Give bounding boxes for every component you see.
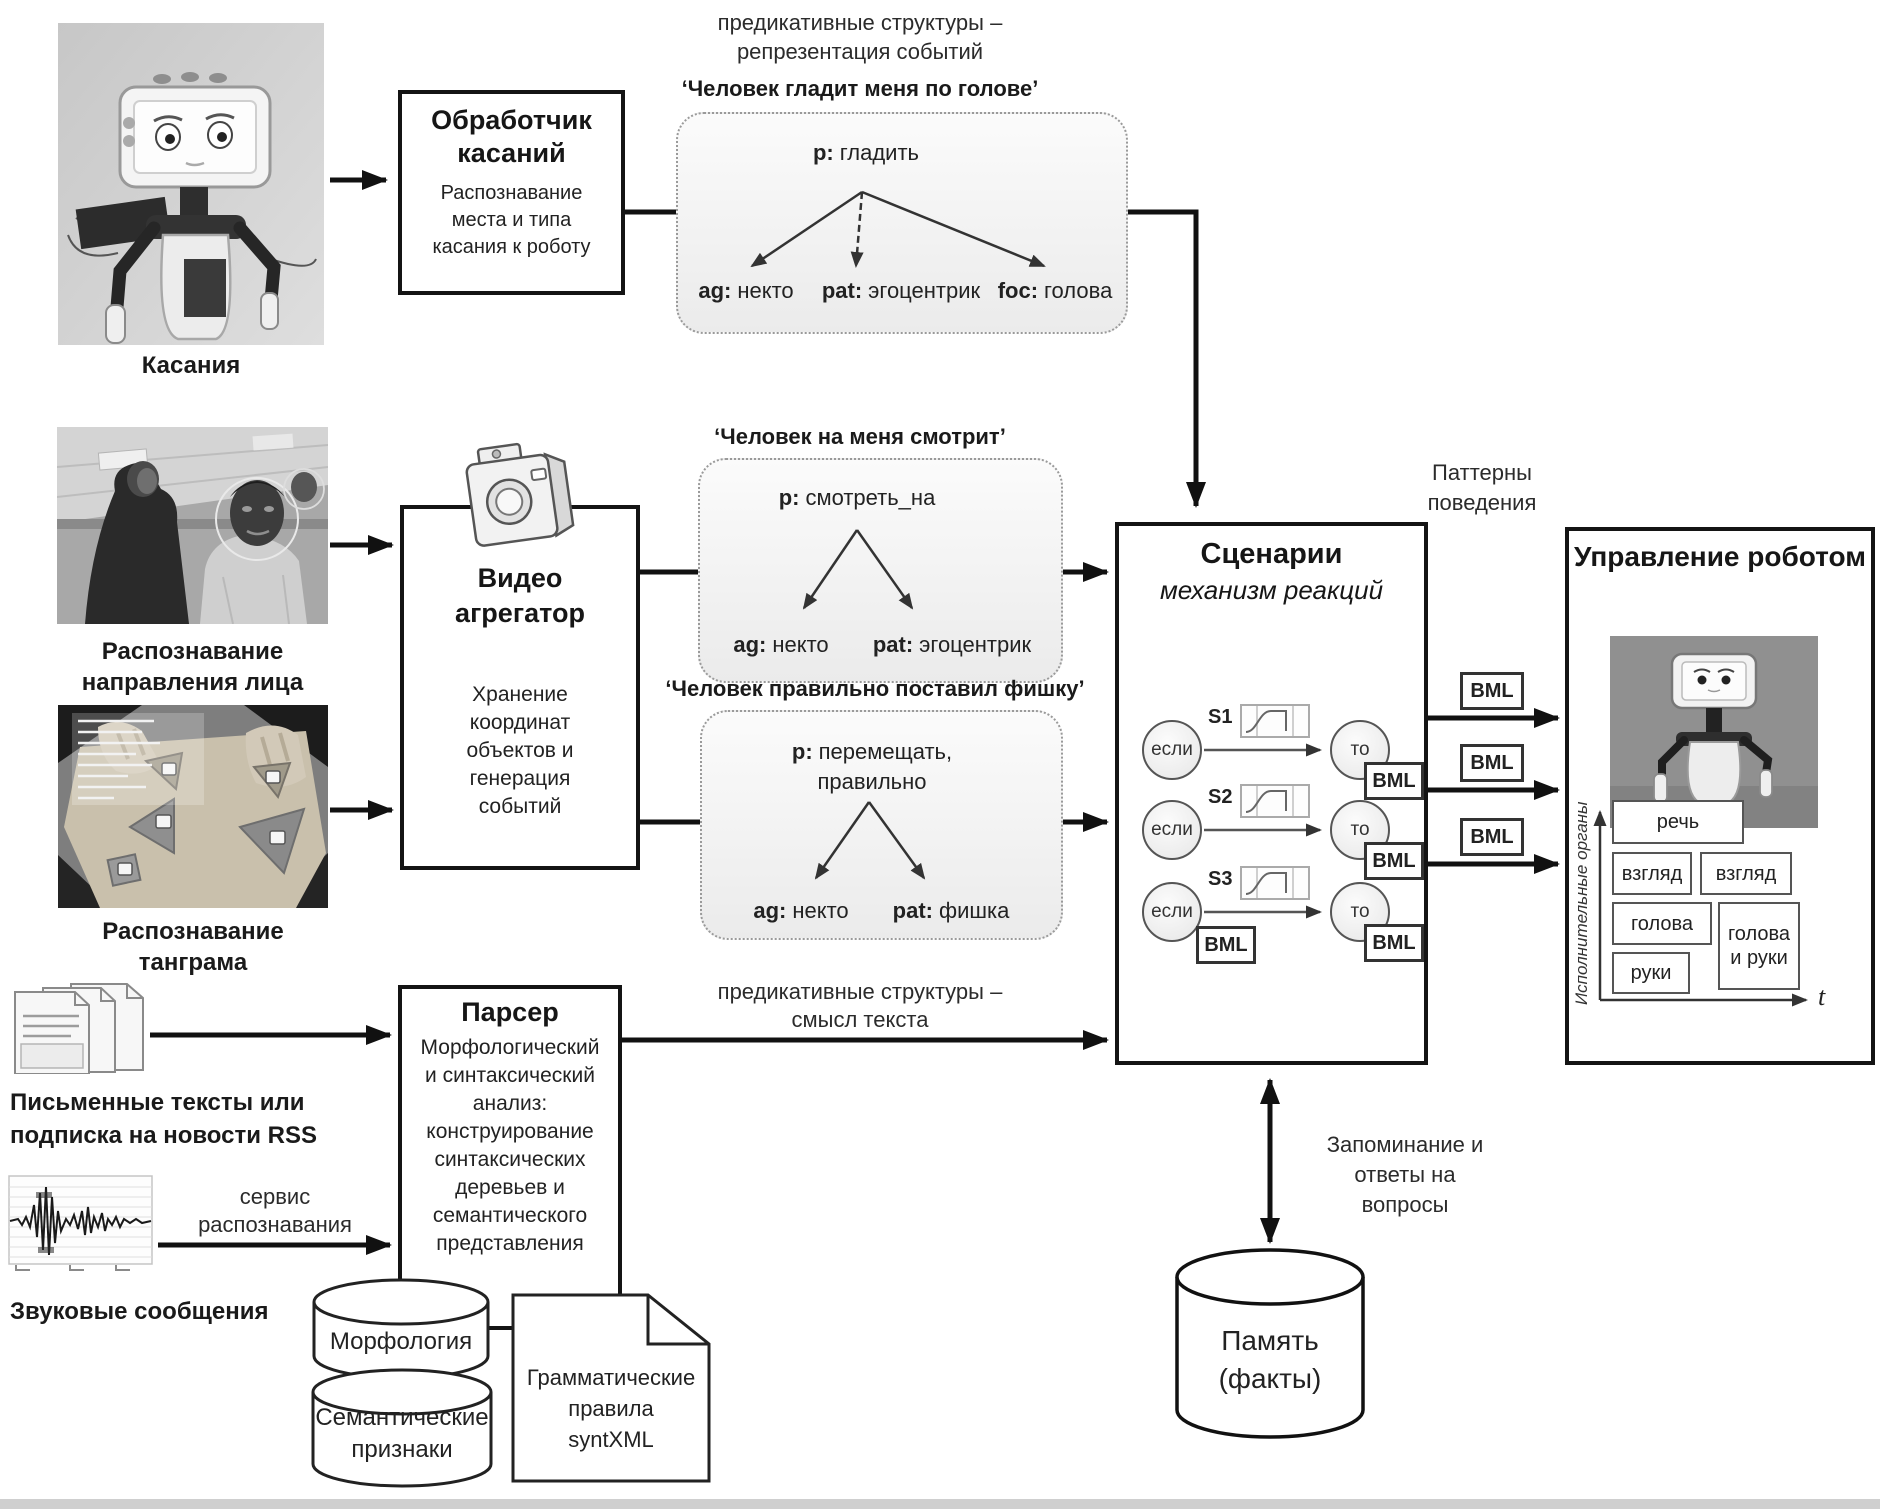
tangram-photo bbox=[58, 705, 328, 908]
scenario-then-circle-2: то bbox=[1330, 800, 1390, 860]
scenario-if-circle-3: если bbox=[1142, 882, 1202, 942]
scenario-bml-then-1: BML bbox=[1364, 762, 1424, 800]
audio-waveform-icon bbox=[8, 1175, 153, 1273]
bml-channel-box-1: BML bbox=[1460, 672, 1524, 710]
stroke-caption: ‘Человек гладит меня по голове’ bbox=[681, 76, 1039, 101]
move-arg-ag: ag: некто bbox=[753, 898, 849, 923]
move-arg-pat: pat: фишка bbox=[892, 898, 1010, 923]
timeline-box-gaze-1: взгляд bbox=[1612, 852, 1692, 895]
scenarios-subtitle: механизм реакций bbox=[1159, 575, 1384, 605]
pred-events-annotation: предикативные структуры – репрезентация событий bbox=[717, 10, 1003, 64]
scenario-bml-then-3: BML bbox=[1364, 924, 1424, 962]
scenario-if-circle-2: если bbox=[1142, 800, 1202, 860]
video-aggregator-box bbox=[400, 505, 640, 870]
look-arg-pat: pat: эгоцентрик bbox=[872, 632, 1032, 657]
scenarios-title: Сценарии bbox=[1200, 538, 1343, 570]
parser-title: Парсер bbox=[461, 997, 559, 1027]
scenario-curve-icon-2 bbox=[1240, 784, 1310, 823]
video-aggregator-title: Видео агрегатор bbox=[455, 563, 585, 628]
texts-label: Письменные тексты или подписка на новости RSS bbox=[10, 1089, 318, 1149]
touch-photo-label: Касания bbox=[141, 352, 241, 379]
look-caption: ‘Человек на меня смотрит’ bbox=[714, 424, 1006, 449]
memory-db-label: Память (факты) bbox=[1218, 1325, 1322, 1394]
face-photo-label: Распознавание направления лица bbox=[81, 638, 304, 696]
arrow-predbox1-to-scenarios bbox=[1128, 212, 1196, 506]
robot-control-title: Управление роботом bbox=[1574, 541, 1866, 572]
video-aggregator-desc: Хранение координат объектов и генерация событий bbox=[466, 683, 574, 818]
touch-photo bbox=[58, 23, 324, 345]
scenario-curve-icon-1 bbox=[1240, 704, 1310, 743]
bottom-edge-bar bbox=[0, 1499, 1880, 1509]
executive-organs-axis-label: Исполнительные органы bbox=[1572, 801, 1591, 1005]
morphology-db-label: Морфология bbox=[329, 1328, 473, 1355]
tangram-photo-label: Распознавание танграма bbox=[102, 918, 284, 976]
stroke-arg-pat: pat: эгоцентрик bbox=[821, 278, 981, 303]
bml-channel-box-2: BML bbox=[1460, 744, 1524, 782]
timeline-box-speech: речь bbox=[1612, 800, 1744, 844]
scenario-id-2: S2 bbox=[1208, 786, 1233, 808]
touch-handler-desc: Распознавание места и типа касания к роботу bbox=[432, 182, 591, 258]
stroke-arg-foc: foc: голова bbox=[997, 278, 1113, 303]
timeline-box-hands: руки bbox=[1612, 952, 1690, 994]
scenario-bml-if-3: BML bbox=[1196, 926, 1256, 964]
touch-handler-title: Обработчик касаний bbox=[431, 105, 592, 168]
behavior-patterns-label: Паттерны поведения bbox=[1427, 460, 1537, 515]
move-caption: ‘Человек правильно поставил фишку’ bbox=[665, 676, 1085, 701]
recognition-service-label: сервис распознавания bbox=[198, 1184, 352, 1237]
timeline-box-head: голова bbox=[1612, 902, 1712, 945]
timeline-box-gaze-2: взгляд bbox=[1700, 852, 1792, 895]
documents-stack-icon bbox=[13, 982, 148, 1074]
camera-icon bbox=[455, 428, 587, 555]
grammar-rules-label: Грамматические правила syntXML bbox=[526, 1365, 696, 1452]
semantics-db-label: Семантические признаки bbox=[315, 1404, 489, 1463]
scenario-id-3: S3 bbox=[1208, 868, 1233, 890]
scenario-bml-then-2: BML bbox=[1364, 842, 1424, 880]
memory-qa-label: Запоминание и ответы на вопросы bbox=[1326, 1132, 1484, 1217]
scenario-if-circle-1: если bbox=[1142, 720, 1202, 780]
pred-text-annotation: предикативные структуры – смысл текста bbox=[717, 979, 1003, 1032]
timeline-box-head-hands: голова и руки bbox=[1718, 902, 1800, 990]
scenario-id-1: S1 bbox=[1208, 706, 1233, 728]
time-axis-label: t bbox=[1818, 982, 1826, 1011]
stroke-arg-ag: ag: некто bbox=[698, 278, 794, 303]
look-arg-ag: ag: некто bbox=[733, 632, 829, 657]
bml-channel-box-3: BML bbox=[1460, 818, 1524, 856]
scenario-curve-icon-3 bbox=[1240, 866, 1310, 905]
move-predicate: p: перемещать, правильно bbox=[791, 739, 953, 794]
touch-handler-box bbox=[398, 90, 625, 295]
face-recognition-photo bbox=[57, 427, 328, 624]
scenario-then-circle-3: то bbox=[1330, 882, 1390, 942]
stroke-predicate: p: гладить bbox=[812, 140, 920, 165]
audio-label: Звуковые сообщения bbox=[10, 1298, 269, 1325]
look-predicate: p: смотреть_на bbox=[778, 485, 936, 510]
scenario-then-circle-1: то bbox=[1330, 720, 1390, 780]
parser-desc: Морфологический и синтаксический анализ: конструирование синтаксических деревьев и семантического представления bbox=[420, 1036, 600, 1255]
